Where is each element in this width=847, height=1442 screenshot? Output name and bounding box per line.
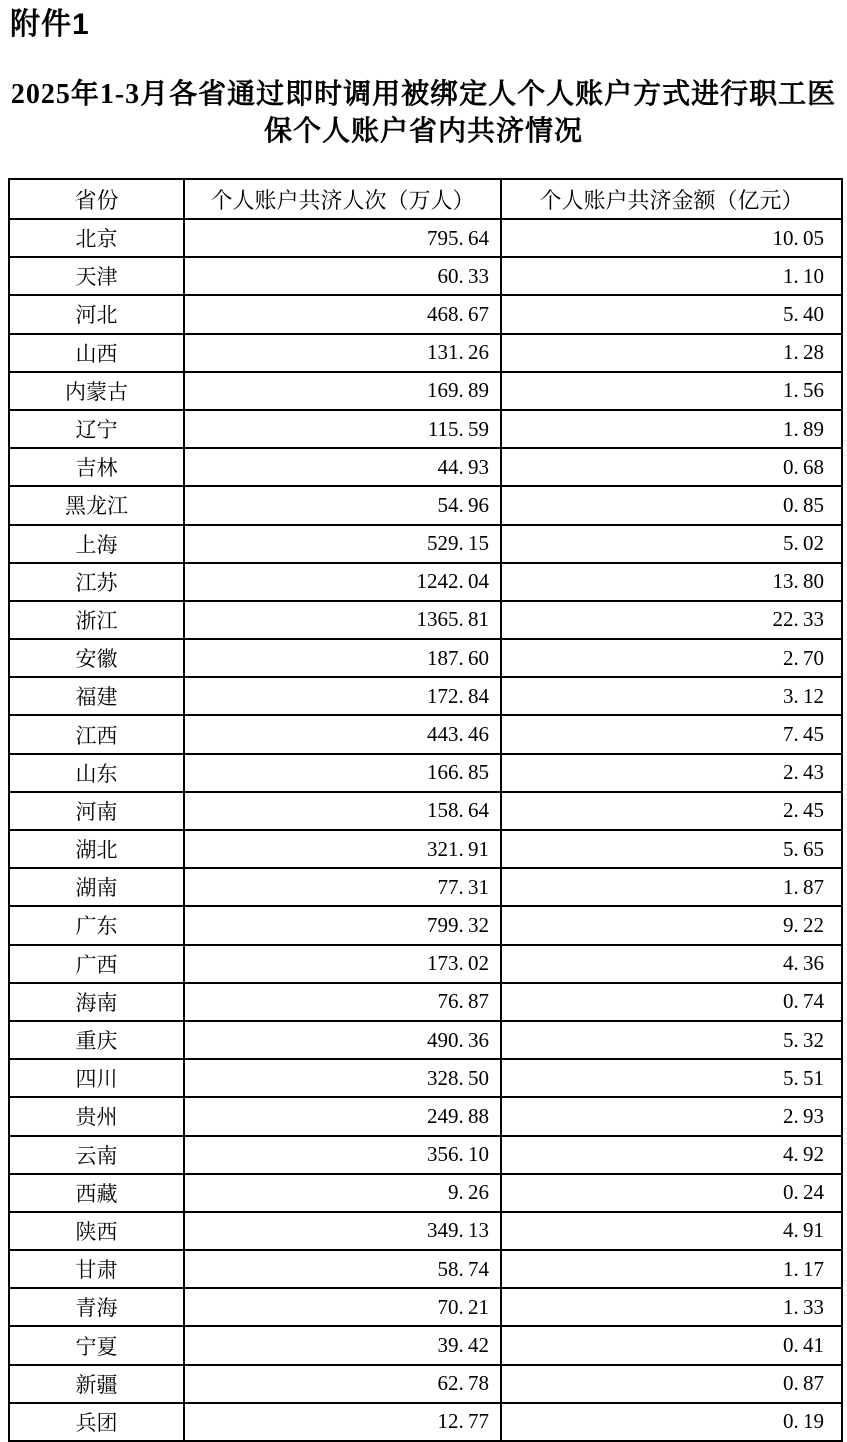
table-row: [9, 1403, 842, 1441]
person-times-cell: 76. 87: [184, 983, 501, 1021]
person-times-cell: 529. 15: [184, 525, 501, 563]
col-header-amount: 个人账户共济金额（亿元）: [501, 179, 842, 219]
table-row: [9, 792, 842, 830]
table-row: [9, 1021, 842, 1059]
table-row: [9, 677, 842, 715]
province-cell: 内蒙古: [9, 372, 184, 410]
table-row: [9, 1136, 842, 1174]
amount-cell: 1. 56: [501, 372, 842, 410]
table-row: [9, 219, 842, 257]
person-times-cell: 356. 10: [184, 1136, 501, 1174]
table-row: [9, 1059, 842, 1097]
amount-cell: 2. 70: [501, 639, 842, 677]
person-times-cell: 799. 32: [184, 906, 501, 944]
col-header-person-times: 个人账户共济人次（万人）: [184, 179, 501, 219]
amount-cell: 0. 24: [501, 1174, 842, 1212]
table-row: [9, 1288, 842, 1326]
table-row: [9, 525, 842, 563]
person-times-cell: 44. 93: [184, 448, 501, 486]
province-cell: 河南: [9, 792, 184, 830]
person-times-cell: 490. 36: [184, 1021, 501, 1059]
person-times-cell: 173. 02: [184, 945, 501, 983]
province-cell: 天津: [9, 257, 184, 295]
person-times-cell: 9. 26: [184, 1174, 501, 1212]
amount-cell: 5. 65: [501, 830, 842, 868]
amount-cell: 5. 40: [501, 295, 842, 333]
amount-cell: 10. 05: [501, 219, 842, 257]
table-row: [9, 1365, 842, 1403]
amount-cell: 1. 17: [501, 1250, 842, 1288]
amount-cell: 4. 92: [501, 1136, 842, 1174]
table-row: [9, 410, 842, 448]
amount-cell: 0. 68: [501, 448, 842, 486]
person-times-cell: 158. 64: [184, 792, 501, 830]
table-row: [9, 868, 842, 906]
person-times-cell: 166. 85: [184, 754, 501, 792]
province-cell: 湖南: [9, 868, 184, 906]
document-title-line2: 保个人账户省内共济情况: [263, 116, 583, 147]
table-body: [9, 219, 842, 1441]
person-times-cell: 187. 60: [184, 639, 501, 677]
province-cell: 湖北: [9, 830, 184, 868]
province-cell: 兵团: [9, 1403, 184, 1441]
amount-cell: 1. 89: [501, 410, 842, 448]
table-row: [9, 1174, 842, 1212]
table-header-row: [9, 179, 842, 219]
province-cell: 上海: [9, 525, 184, 563]
col-header-province: 省份: [9, 179, 184, 219]
province-cell: 海南: [9, 983, 184, 1021]
amount-cell: 0. 74: [501, 983, 842, 1021]
province-cell: 吉林: [9, 448, 184, 486]
province-cell: 福建: [9, 677, 184, 715]
table-row: [9, 486, 842, 524]
province-cell: 河北: [9, 295, 184, 333]
amount-cell: 22. 33: [501, 601, 842, 639]
province-data-table: [8, 178, 843, 1442]
table-row: [9, 1212, 842, 1250]
amount-cell: 5. 32: [501, 1021, 842, 1059]
table-row: [9, 639, 842, 677]
table-row: [9, 1326, 842, 1364]
table-row: [9, 372, 842, 410]
person-times-cell: 349. 13: [184, 1212, 501, 1250]
person-times-cell: 60. 33: [184, 257, 501, 295]
amount-cell: 13. 80: [501, 563, 842, 601]
person-times-cell: 58. 74: [184, 1250, 501, 1288]
person-times-cell: 77. 31: [184, 868, 501, 906]
table-row: [9, 257, 842, 295]
table-row: [9, 983, 842, 1021]
person-times-cell: 62. 78: [184, 1365, 501, 1403]
amount-cell: 0. 85: [501, 486, 842, 524]
province-cell: 山西: [9, 334, 184, 372]
person-times-cell: 39. 42: [184, 1326, 501, 1364]
province-cell: 西藏: [9, 1174, 184, 1212]
table-header: [9, 179, 842, 219]
person-times-cell: 169. 89: [184, 372, 501, 410]
province-cell: 辽宁: [9, 410, 184, 448]
amount-cell: 1. 33: [501, 1288, 842, 1326]
amount-cell: 2. 43: [501, 754, 842, 792]
amount-cell: 4. 36: [501, 945, 842, 983]
amount-cell: 9. 22: [501, 906, 842, 944]
person-times-cell: 12. 77: [184, 1403, 501, 1441]
document-title: [0, 76, 847, 150]
amount-cell: 3. 12: [501, 677, 842, 715]
province-cell: 浙江: [9, 601, 184, 639]
amount-cell: 1. 10: [501, 257, 842, 295]
province-cell: 四川: [9, 1059, 184, 1097]
amount-cell: 1. 28: [501, 334, 842, 372]
province-cell: 陕西: [9, 1212, 184, 1250]
person-times-cell: 1242. 04: [184, 563, 501, 601]
table-row: [9, 334, 842, 372]
person-times-cell: 70. 21: [184, 1288, 501, 1326]
table-row: [9, 715, 842, 753]
province-cell: 云南: [9, 1136, 184, 1174]
province-cell: 安徽: [9, 639, 184, 677]
attachment-label: 附件1: [10, 8, 90, 41]
person-times-cell: 468. 67: [184, 295, 501, 333]
person-times-cell: 1365. 81: [184, 601, 501, 639]
table-row: [9, 1097, 842, 1135]
province-cell: 北京: [9, 219, 184, 257]
province-cell: 青海: [9, 1288, 184, 1326]
table-row: [9, 754, 842, 792]
table-row: [9, 945, 842, 983]
amount-cell: 0. 19: [501, 1403, 842, 1441]
person-times-cell: 443. 46: [184, 715, 501, 753]
amount-cell: 1. 87: [501, 868, 842, 906]
amount-cell: 0. 87: [501, 1365, 842, 1403]
table-row: [9, 830, 842, 868]
amount-cell: 5. 51: [501, 1059, 842, 1097]
amount-cell: 4. 91: [501, 1212, 842, 1250]
amount-cell: 2. 45: [501, 792, 842, 830]
province-cell: 江苏: [9, 563, 184, 601]
province-cell: 贵州: [9, 1097, 184, 1135]
amount-cell: 5. 02: [501, 525, 842, 563]
table-row: [9, 448, 842, 486]
amount-cell: 7. 45: [501, 715, 842, 753]
province-cell: 山东: [9, 754, 184, 792]
table-row: [9, 563, 842, 601]
amount-cell: 0. 41: [501, 1326, 842, 1364]
document-title-line1: 2025年1-3月各省通过即时调用被绑定人个人账户方式进行职工医: [10, 79, 837, 110]
person-times-cell: 328. 50: [184, 1059, 501, 1097]
amount-cell: 2. 93: [501, 1097, 842, 1135]
province-cell: 广西: [9, 945, 184, 983]
table-row: [9, 906, 842, 944]
person-times-cell: 795. 64: [184, 219, 501, 257]
province-cell: 甘肃: [9, 1250, 184, 1288]
person-times-cell: 249. 88: [184, 1097, 501, 1135]
person-times-cell: 131. 26: [184, 334, 501, 372]
table-row: [9, 295, 842, 333]
province-cell: 黑龙江: [9, 486, 184, 524]
province-cell: 宁夏: [9, 1326, 184, 1364]
person-times-cell: 115. 59: [184, 410, 501, 448]
province-cell: 新疆: [9, 1365, 184, 1403]
person-times-cell: 321. 91: [184, 830, 501, 868]
person-times-cell: 54. 96: [184, 486, 501, 524]
table-row: [9, 1250, 842, 1288]
province-cell: 广东: [9, 906, 184, 944]
province-cell: 重庆: [9, 1021, 184, 1059]
province-cell: 江西: [9, 715, 184, 753]
table-row: [9, 601, 842, 639]
person-times-cell: 172. 84: [184, 677, 501, 715]
